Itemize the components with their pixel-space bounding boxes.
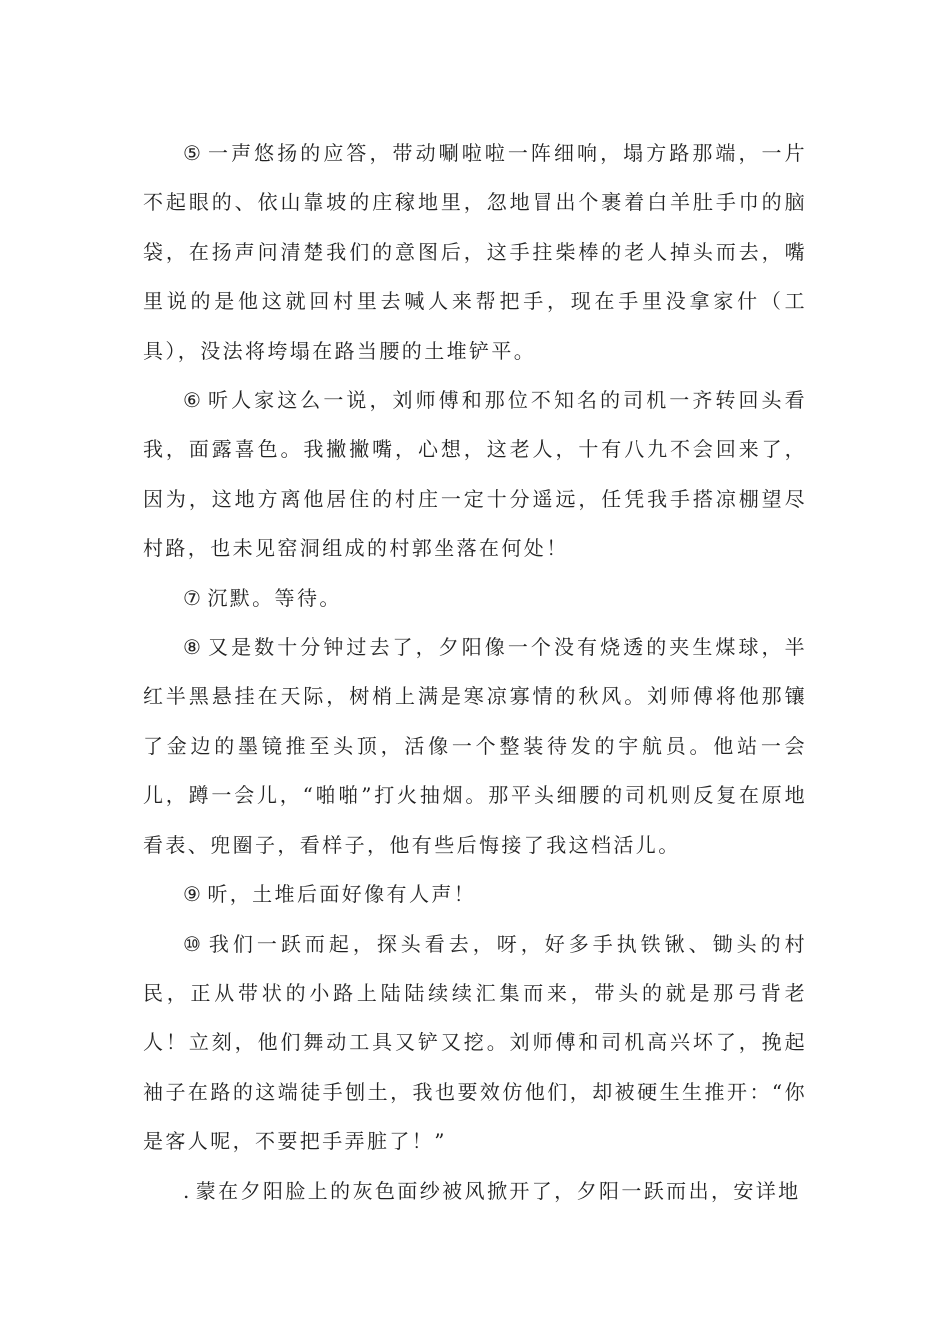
paragraph-11: [143, 1167, 807, 1216]
paragraph-8: [143, 623, 807, 870]
paragraph-text: 我们一跃而起，探头看去，呀，好多手执铁锹、锄头的村民，正从带状的小路上陆陆续续汇集而来，带头的就是那弓背老人！立刻，他们舞动工具又铲又挖。刘师傅和司机高兴坏了，挽起袖子在路的这端徒手刨土，我也要效仿他们，却被硬生生推开：“你是客人呢，不要把手弄脏了！”: [143, 931, 807, 1154]
paragraph-text: 蒙在夕阳脸上的灰色面纱被风掀开了，夕阳一跃而出，安详地: [195, 1178, 801, 1203]
paragraph-text: 一声悠扬的应答，带动唰啦啦一阵细响，塌方路那端，一片不起眼的、依山靠坡的庄稼地里，忽地冒出个裹着白羊肚手巾的脑袋，在扬声问清楚我们的意图后，这手拄柴棒的老人掉头而去，嘴里说的是他这就回村里去喊人来帮把手，现在手里没拿家什（工具），没法将垮塌在路当腰的土堆铲平。: [143, 141, 807, 363]
paragraph-6: [143, 376, 807, 574]
paragraph-text: 沉默。等待。: [207, 585, 342, 610]
paragraph-7: [143, 574, 807, 623]
paragraph-5: [143, 129, 807, 376]
paragraph-number: ⑩: [183, 931, 205, 956]
paragraph-number: ⑨: [183, 882, 204, 907]
paragraph-number: ⑧: [183, 635, 204, 660]
paragraph-9: [143, 870, 807, 919]
paragraph-text: 听，土堆后面好像有人声！: [207, 882, 477, 907]
paragraph-number: ⑤: [183, 141, 204, 165]
paragraph-number: ⑦: [183, 585, 204, 610]
paragraph-text: 又是数十分钟过去了，夕阳像一个没有烧透的夹生煤球，半红半黑悬挂在天际，树梢上满是寒凉寡情的秋风。刘师傅将他那镶了金边的墨镜推至头顶，活像一个整装待发的宇航员。他站一会儿，蹲一会儿，“啪啪”打火抽烟。那平头细腰的司机则反复在原地看表、兜圈子，看样子，他有些后悔接了我这档活儿。: [143, 635, 807, 857]
paragraph-number: .: [183, 1178, 192, 1203]
paragraph-text: 听人家这么一说，刘师傅和那位不知名的司机一齐转回头看我，面露喜色。我撇撇嘴，心想，这老人，十有八九不会回来了，因为，这地方离他居住的村庄一定十分遥远，任凭我手搭凉棚望尽村路，也未见窑洞组成的村郭坐落在何处！: [143, 388, 807, 561]
paragraph-number: ⑥: [183, 388, 204, 413]
paragraph-10: [143, 920, 807, 1167]
article-body: [143, 129, 807, 1216]
